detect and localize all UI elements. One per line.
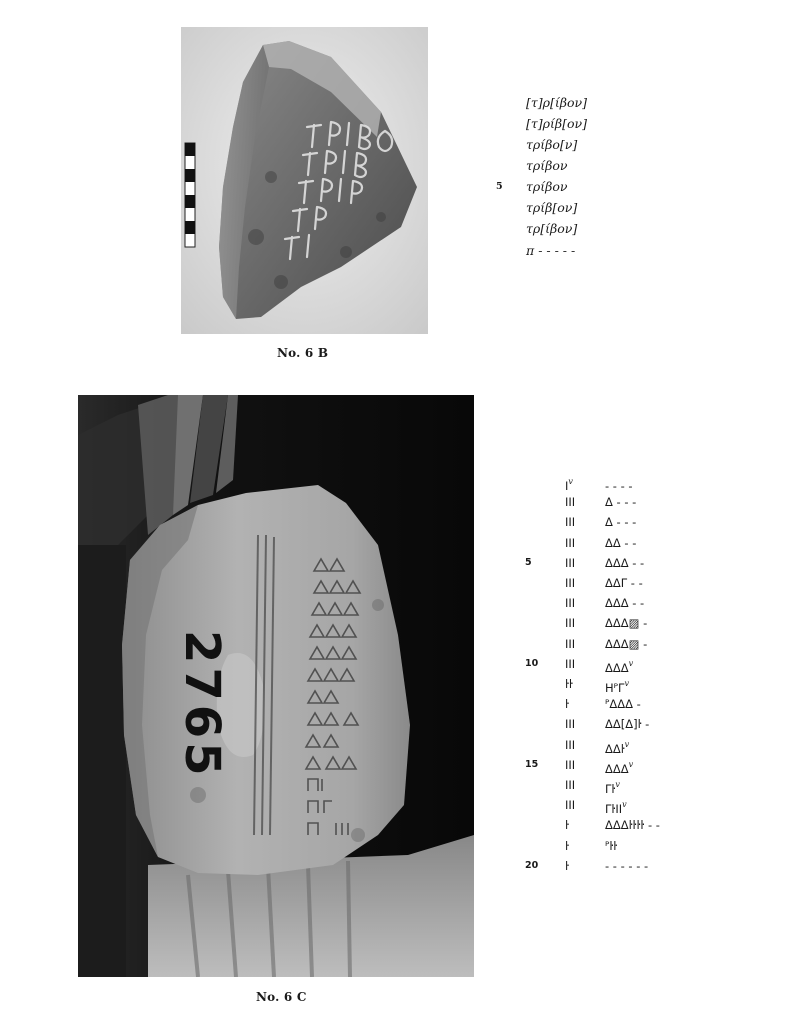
transcription-line: [τ]ρ[ίβον] [526, 95, 588, 110]
scale-bar [185, 143, 195, 247]
photo-fragment-6c [78, 395, 474, 977]
line-number: 15 [525, 758, 539, 770]
caption-6c: No. 6 C [256, 990, 307, 1004]
fragment-6b-image [181, 27, 428, 334]
transcription-line: [τ]ρίβ[ον] [526, 116, 588, 131]
fragment-6c-image [78, 395, 474, 977]
caption-6b: No. 6 B [277, 346, 329, 360]
line-number: 10 [525, 657, 539, 669]
line-number: 5 [525, 556, 532, 568]
museum-number [174, 630, 230, 780]
transcription-line: τρίβ[ον] [526, 200, 578, 215]
transcription-line: τρίβον [526, 158, 568, 173]
line-number: 5 [496, 181, 503, 192]
transcription-line: 5 τρίβον [526, 176, 568, 198]
line-number: 20 [525, 859, 539, 871]
transcription-line: π - - - - - [526, 243, 576, 258]
transcription-line: τρίβο[ν] [526, 137, 578, 152]
transcription-6b [496, 92, 726, 272]
numeral-table-6c: $I^v$ - - - - III Δ - - - III Δ - - - III ΔΔ - - 5 III ΔΔΔ - - III ΔΔΓ - - III ΔΔΔ - - III ΔΔΔ▨ - III ΔΔΔ▨ - 10 III ΔΔΔ$^v$ ŀŀ HᴾΓ$^v$ ŀ ᴾΔΔΔ - III ΔΔ[Δ]ŀ - III ΔΔŀ$^v$ 15 III ΔΔΔ$^v$ III $\Gamma ŀ^v$ III ΓŀII$^v$ ŀ ΔΔΔŀŀŀŀ - - ŀ ᴾŀŀ 20 ŀ - - - - - - [565, 472, 765, 892]
svg-text:2765: 2765 [174, 630, 230, 780]
transcription-line: τρ[ίβον] [526, 221, 578, 236]
photo-fragment-6b [181, 27, 428, 334]
